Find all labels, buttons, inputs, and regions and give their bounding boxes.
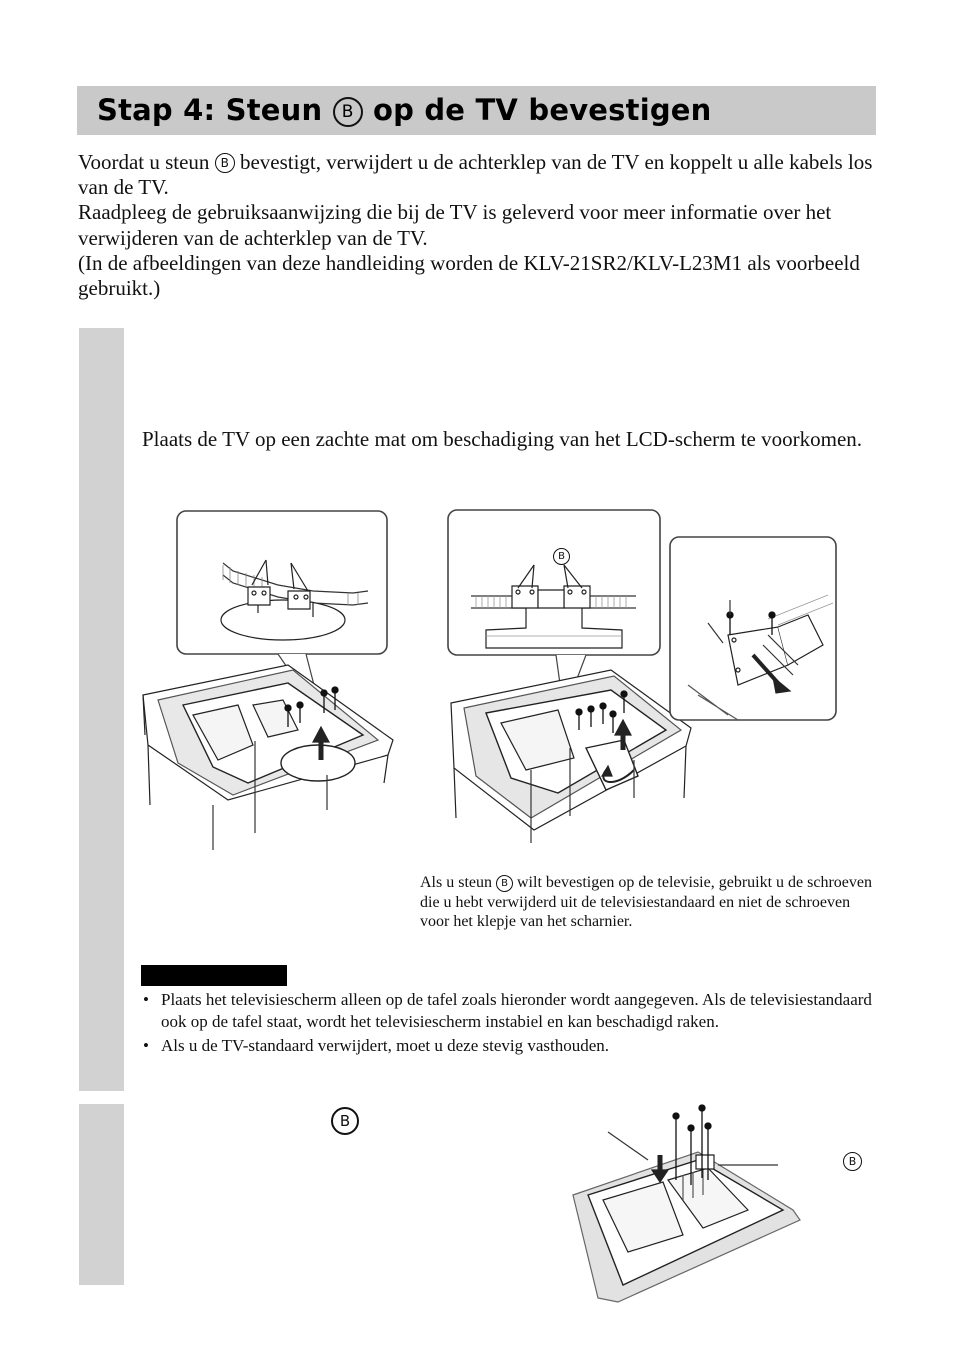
caution-list: [141, 989, 881, 1059]
section-header: [77, 86, 876, 135]
caution-heading: [141, 965, 287, 986]
figure-attach-stand-b: [568, 1100, 803, 1305]
part-b-badge: B: [496, 875, 513, 892]
part-b-badge: B: [843, 1152, 862, 1171]
section-title: [97, 93, 712, 127]
part-b-badge: B: [333, 97, 363, 127]
caution-item: • Als u de TV-standaard verwijdert, moet u deze stevig vasthouden.: [141, 1035, 881, 1057]
step-1-band: [79, 328, 124, 1091]
title-prefix: Stap 4: Steun: [97, 93, 323, 127]
figure-remove-stand: [138, 505, 403, 855]
part-b-badge: B: [553, 548, 570, 565]
part-b-badge: B: [331, 1107, 359, 1135]
intro-text: [78, 150, 878, 301]
intro-paragraph-2: Raadpleeg de gebruiksaanwijzing die bij de TV is geleverd voor meer informatie over het verwijderen van de achterklep van de TV.: [78, 200, 832, 250]
title-suffix: op de TV bevestigen: [372, 93, 712, 127]
figure-hinge-detail: [668, 535, 840, 722]
step-1-instruction: Plaats de TV op een zachte mat om beschadiging van het LCD-scherm te voorkomen.: [142, 427, 863, 451]
intro-paragraph-3: (In de afbeeldingen van deze handleiding worden de KLV-21SR2/KLV-L23M1 als voorbeeld gebruikt.): [78, 250, 860, 301]
part-b-badge: B: [215, 153, 235, 173]
caution-item: • Plaats het televisiescherm alleen op de tafel zoals hieronder wordt aangegeven. Als de televisiestandaard ook op de tafel staat, wordt het televisiescherm instabiel en kan beschadigd raken.: [141, 989, 881, 1033]
intro-paragraph-1: Voordat u steun B bevestigt, verwijdert u de achterklep van de TV en koppelt u alle kabels los van de TV.: [78, 150, 873, 200]
note-caption: Als u steun B wilt bevestigen op de televisie, gebruikt u de schroeven die u hebt verwijderd uit de televisiestandaard en niet de schroeven voor het klepje van het scharnier.: [420, 874, 873, 930]
figure-stand-brackets: [446, 508, 704, 845]
step-2-band: [79, 1104, 124, 1285]
